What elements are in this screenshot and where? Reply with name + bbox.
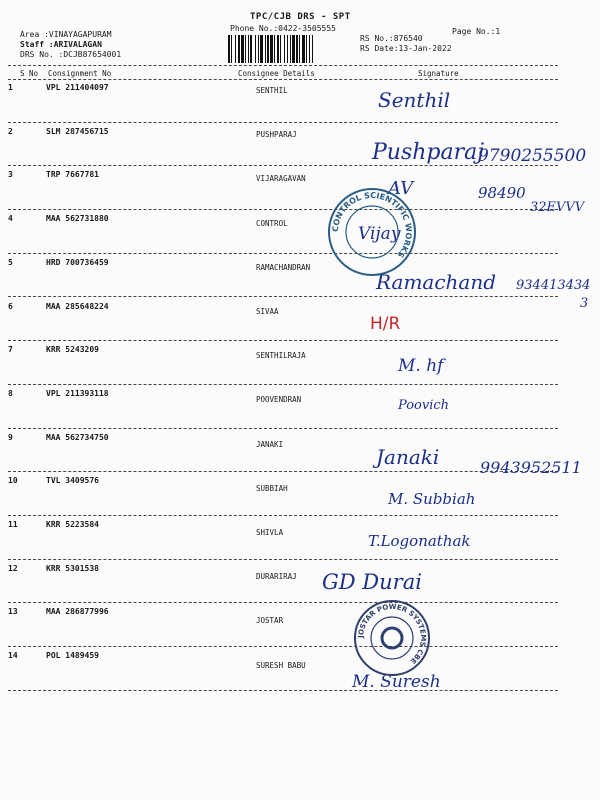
table-row <box>0 255 600 298</box>
signature-5: Ramachand <box>376 270 497 294</box>
row-consignment-no: MAA 285648224 <box>46 301 109 311</box>
barcode-bar <box>265 35 266 63</box>
row-consignee: SENTHIL <box>256 86 288 95</box>
column-signature: Signature <box>418 69 459 78</box>
signature-2: Pushparaj <box>372 140 485 165</box>
drs-number: DRS No. :DCJB87654001 <box>20 50 122 59</box>
row-consignee: JANAKI <box>256 439 284 449</box>
barcode-bar <box>309 35 310 63</box>
barcode-bar <box>231 35 232 63</box>
row-divider <box>8 384 558 385</box>
row-divider <box>8 646 558 647</box>
row-consignment-no: HRD 700736459 <box>46 257 109 267</box>
page-number: Page No.:1 <box>452 27 501 36</box>
row-divider <box>8 165 558 166</box>
row-consignee: CONTROL <box>256 218 288 228</box>
barcode-bar <box>248 35 249 63</box>
barcode-bar <box>260 35 263 63</box>
row-sno: 1 <box>8 83 13 92</box>
signature-6-hr-mark: H/R <box>370 314 401 334</box>
row-sno: 14 <box>8 651 18 661</box>
signature-4: Vijay <box>358 224 401 244</box>
signature-12: GD Durai <box>322 570 422 594</box>
jostar-stamp <box>352 598 432 678</box>
barcode-bar <box>306 35 307 63</box>
table-row <box>0 342 600 385</box>
row-divider <box>8 340 558 341</box>
barcode-bar <box>277 35 279 63</box>
rs-number: RS No.:876540 <box>360 34 423 43</box>
row-consignee: SHIVLA <box>256 528 284 537</box>
signature-2-phone: 9790255500 <box>478 146 587 166</box>
barcode <box>228 35 352 63</box>
row-consignee: RAMACHANDRAN <box>256 262 311 272</box>
signature-5-phone: 934413434 <box>516 278 591 293</box>
row-sno: 10 <box>8 476 18 486</box>
barcode-bar <box>292 35 295 63</box>
row-consignment-no: KRR 5223584 <box>46 520 99 529</box>
header-divider <box>8 65 558 66</box>
row-sno: 6 <box>8 301 13 311</box>
row-consignment-no: TVL 3409576 <box>46 476 99 486</box>
barcode-bar <box>274 35 275 63</box>
document-title: TPC/CJB DRS - SPT <box>250 12 351 22</box>
staff-field: Staff :ARIVALAGAN <box>20 40 102 49</box>
row-consignment-no: POL 1489459 <box>46 651 99 661</box>
signature-7: M. hf <box>398 356 444 376</box>
table-row <box>0 648 600 691</box>
signature-3-note: 98490 <box>478 184 526 202</box>
signature-11: T.Logonathak <box>368 532 471 550</box>
row-consignee: SIVAA <box>256 307 279 316</box>
barcode-bar <box>284 35 285 63</box>
row-sno: 12 <box>8 563 18 573</box>
row-consignment-no: TRP 7667781 <box>46 170 99 180</box>
row-divider <box>8 690 558 691</box>
barcode-bar <box>245 35 246 63</box>
barcode-bar <box>238 35 240 63</box>
barcode-bar <box>241 35 244 63</box>
row-divider <box>8 296 558 297</box>
barcode-bar <box>280 35 281 63</box>
table-row <box>0 80 600 123</box>
row-consignee: SENTHILRAJA <box>256 351 306 361</box>
signature-3: AV <box>388 178 414 199</box>
row-divider <box>8 122 558 123</box>
row-divider <box>8 602 558 603</box>
row-consignee: DURARIRAJ <box>256 572 297 582</box>
row-consignment-no: KRR 5301538 <box>46 563 99 573</box>
table-row <box>0 386 600 429</box>
row-consignment-no: KRR 5243209 <box>46 345 99 355</box>
row-consignment-no: VPL 211393118 <box>46 388 109 398</box>
column-consignment: Consignment No <box>48 69 112 78</box>
row-sno: 2 <box>8 126 13 136</box>
row-consignment-no: MAA 562731880 <box>46 214 109 224</box>
jostar-stamp-text: JOSTAR POWER SYSTEMS CBE <box>356 602 428 666</box>
table-row <box>0 211 600 254</box>
row-consignee: VIJARAGAVAN <box>256 174 306 184</box>
barcode-bar <box>235 35 236 63</box>
rs-date: RS Date:13-Jan-2022 <box>360 44 452 53</box>
barcode-bar <box>290 35 291 63</box>
signature-9-phone: 9943952511 <box>480 458 582 477</box>
row-consignment-no: VPL 211404097 <box>46 83 109 92</box>
row-consignee: SURESH BABU <box>256 660 306 670</box>
control-stamp-text: CONTROL SCIENTIFIC WORKS <box>330 190 414 260</box>
barcode-bar <box>258 35 259 63</box>
signature-10: M. Subbiah <box>388 490 476 508</box>
signature-9: Janaki <box>376 445 440 469</box>
column-sno: S No <box>20 69 39 78</box>
row-sno: 4 <box>8 214 13 224</box>
row-sno: 9 <box>8 432 13 442</box>
row-consignee: JOSTAR <box>256 616 284 626</box>
row-sno: 8 <box>8 388 13 398</box>
signature-14: M. Suresh <box>352 672 441 692</box>
signature-1: Senthil <box>378 88 451 112</box>
row-sno: 11 <box>8 520 18 529</box>
area-field: Area :VINAYAGAPURAM <box>20 30 112 39</box>
row-sno: 7 <box>8 345 13 355</box>
table-row <box>0 299 600 342</box>
barcode-bar <box>299 35 300 63</box>
row-divider <box>8 209 558 210</box>
barcode-bar <box>270 35 273 63</box>
row-consignee: POOVENDRAN <box>256 395 302 405</box>
row-consignment-no: MAA 286877996 <box>46 607 109 617</box>
row-consignee: PUSHPARAJ <box>256 130 297 140</box>
row-consignment-no: MAA 562734750 <box>46 432 109 442</box>
table-row <box>0 604 600 647</box>
phone-number: Phone No.:0422-3505555 <box>230 24 336 33</box>
barcode-bar <box>287 35 288 63</box>
table-row <box>0 561 600 604</box>
row-divider <box>8 559 558 560</box>
row-divider <box>8 471 558 472</box>
barcode-bar <box>312 35 313 63</box>
column-consignee: Consignee Details <box>238 69 315 78</box>
table-row <box>0 517 600 560</box>
barcode-bar <box>250 35 252 63</box>
row-sno: 13 <box>8 607 18 617</box>
barcode-bar <box>302 35 305 63</box>
barcode-bar <box>296 35 298 63</box>
control-scientific-stamp <box>326 186 418 278</box>
row-divider <box>8 428 558 429</box>
signature-5-phone-2: 3 <box>580 296 589 311</box>
barcode-bar <box>255 35 256 63</box>
table-row <box>0 473 600 516</box>
row-consignment-no: SLM 287456715 <box>46 126 109 136</box>
row-divider <box>8 253 558 254</box>
signature-8: Poovich <box>398 398 450 413</box>
row-divider <box>8 515 558 516</box>
signature-3-note-2: 32EVVV <box>530 200 585 215</box>
barcode-bar <box>228 35 230 63</box>
barcode-bar <box>267 35 269 63</box>
row-consignee: SUBBIAH <box>256 483 288 493</box>
row-sno: 3 <box>8 170 13 180</box>
row-sno: 5 <box>8 257 13 267</box>
